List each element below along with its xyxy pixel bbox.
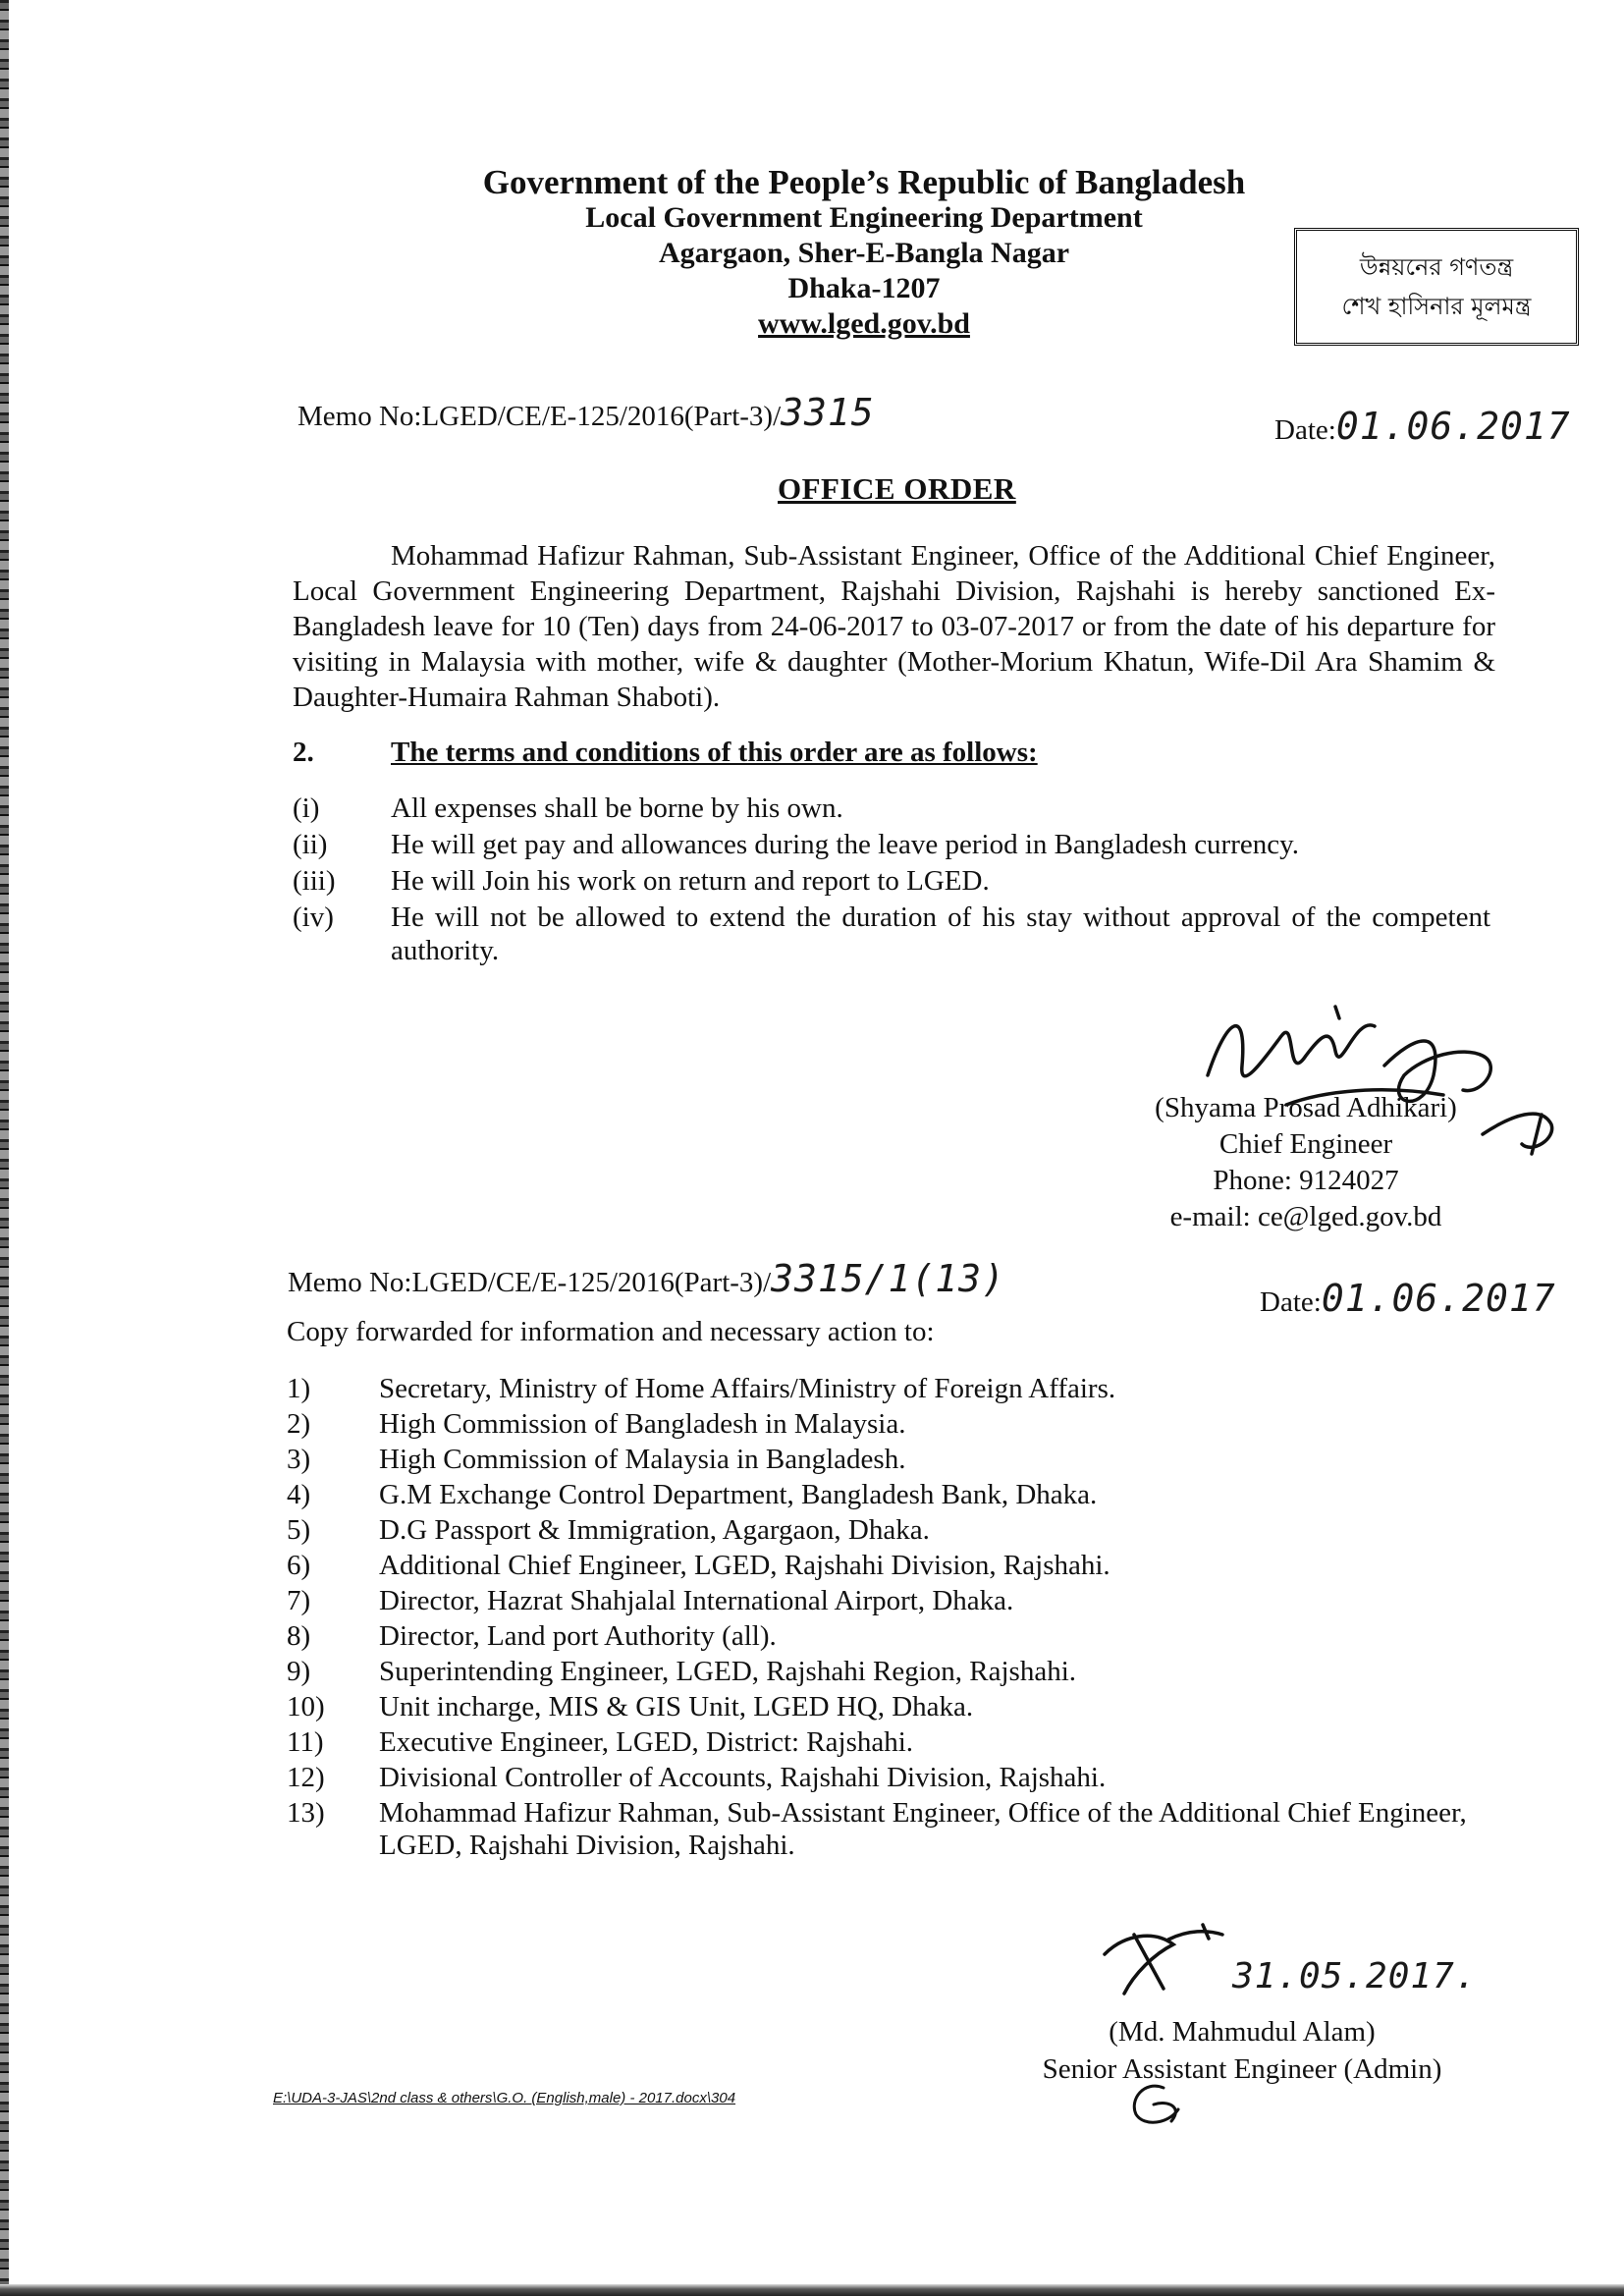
- senior-ae-block: [1011, 2013, 1473, 2088]
- copy-item-number: 6): [287, 1550, 311, 1581]
- copy-item-text: Director, Land port Authority (all).: [379, 1620, 777, 1652]
- order-title: OFFICE ORDER: [778, 471, 1016, 506]
- copy-item-number: 1): [287, 1373, 311, 1404]
- memo-number-line-2: [288, 1257, 1005, 1300]
- chief-engineer-block: [1110, 1090, 1502, 1235]
- copy-item-text: High Commission of Malaysia in Bangladesh.: [379, 1444, 906, 1475]
- copy-item-text: G.M Exchange Control Department, Bangladesh Bank, Dhaka.: [379, 1479, 1098, 1510]
- memo-handwritten-number: 3315: [781, 391, 875, 434]
- copy-item-number: 5): [287, 1514, 311, 1546]
- handwritten-date: 01.06.2017: [1335, 405, 1571, 448]
- copy-item-text: Unit incharge, MIS & GIS Unit, LGED HQ, Dhaka.: [379, 1691, 974, 1722]
- handwritten-date: 01.06.2017: [1321, 1277, 1556, 1320]
- copy-item-number: 10): [287, 1691, 325, 1722]
- copy-item-number: 12): [287, 1762, 325, 1793]
- motto-line-1: উন্নয়নের গণতন্ত্র: [1359, 253, 1514, 281]
- signatory2-name: (Md. Mahmudul Alam): [1109, 2016, 1376, 2048]
- signatory-title: Chief Engineer: [1218, 1128, 1393, 1160]
- copy-item-text: Director, Hazrat Shahjalal International Airport, Dhaka.: [379, 1585, 1014, 1616]
- term-text: All expenses shall be borne by his own.: [391, 793, 843, 824]
- copy-item-number: 4): [287, 1479, 311, 1510]
- memo-handwritten-number: 3315/1(13): [771, 1257, 1005, 1300]
- address-line: Agargaon, Sher-E-Bangla Nagar: [658, 237, 1070, 269]
- city-line: Dhaka-1207: [787, 272, 941, 304]
- signatory-email[interactable]: e-mail: ce@lged.gov.bd: [1169, 1201, 1442, 1232]
- date-label: Date:: [1274, 414, 1336, 446]
- handwritten-signature-date: 31.05.2017.: [1232, 1956, 1478, 1996]
- copy-item-number: 11): [287, 1726, 324, 1758]
- memo-number-line: [298, 391, 875, 434]
- copy-item-text: Executive Engineer, LGED, District: Rajshahi.: [379, 1726, 914, 1758]
- term-number: (ii): [293, 829, 328, 860]
- section-title: The terms and conditions of this order are as follows:: [391, 737, 1038, 768]
- signatory-name: (Shyama Prosad Adhikari): [1155, 1092, 1457, 1123]
- copy-item-text: Mohammad Hafizur Rahman, Sub-Assistant Engineer, Office of the Additional Chief Engineer, LGED, Rajshahi Division, Rajshahi.: [379, 1797, 1467, 1861]
- motto-box: [1294, 228, 1579, 346]
- senior-ae-signature: [1095, 1925, 1232, 2003]
- copy-item-text: D.G Passport & Immigration, Agargaon, Dhaka.: [379, 1514, 930, 1546]
- order-paragraph: Mohammad Hafizur Rahman, Sub-Assistant Engineer, Office of the Additional Chief Engineer, Local Government Engineering Department, Rajshahi Division, Rajshahi is hereby sanctioned Ex-Bangladesh leave for 10 (Ten) days from 24-06-2017 to 03-07-2017 or from the date of his departure for visiting in Malaysia with mother, wife & daughter (Mother-Morium Khatun, Wife-Dil Ara Shamim & Daughter-Humaira Rahman Shaboti).: [293, 540, 1495, 713]
- copy-item-text: Secretary, Ministry of Home Affairs/Ministry of Foreign Affairs.: [379, 1373, 1116, 1404]
- copy-item-number: 8): [287, 1620, 311, 1652]
- copy-item-text: Superintending Engineer, LGED, Rajshahi Region, Rajshahi.: [379, 1656, 1077, 1687]
- letterhead: [373, 165, 1355, 342]
- copy-item-number: 7): [287, 1585, 311, 1616]
- term-number: (iv): [293, 902, 334, 933]
- memo-date: [1274, 405, 1571, 448]
- term-number: (i): [293, 793, 320, 824]
- motto-line-2: শেখ হাসিনার মূলমন্ত্র: [1341, 293, 1532, 320]
- website-link[interactable]: www.lged.gov.bd: [758, 307, 970, 340]
- copy-item-text: High Commission of Bangladesh in Malaysia.: [379, 1408, 906, 1440]
- copy-item-text: Divisional Controller of Accounts, Rajshahi Division, Rajshahi.: [379, 1762, 1107, 1793]
- date-label: Date:: [1260, 1286, 1322, 1318]
- scan-edge-bottom: [0, 2284, 1624, 2296]
- copy-item-number: 13): [287, 1797, 325, 1829]
- signatory2-title: Senior Assistant Engineer (Admin): [1042, 2053, 1442, 2085]
- file-path-footer: E:\UDA-3-JAS\2nd class & others\G.O. (English,male) - 2017.docx\304: [273, 2090, 736, 2106]
- copy-intro: Copy forwarded for information and necessary action to:: [287, 1316, 935, 1347]
- term-text: He will not be allowed to extend the duration of his stay without approval of the competent authority.: [391, 902, 1490, 966]
- initials-mark: [1124, 2080, 1193, 2129]
- term-text: He will get pay and allowances during the leave period in Bangladesh currency.: [391, 829, 1299, 860]
- scan-edge-left: [0, 0, 9, 2296]
- government-name: Government of the People’s Republic of Bangladesh: [482, 163, 1246, 201]
- copy-item-number: 9): [287, 1656, 311, 1687]
- memo-date-2: [1260, 1277, 1556, 1320]
- copy-item-number: 3): [287, 1444, 311, 1475]
- copy-item-text: Additional Chief Engineer, LGED, Rajshahi Division, Rajshahi.: [379, 1550, 1110, 1581]
- memo-prefix: Memo No:LGED/CE/E-125/2016(Part-3)/: [298, 401, 782, 432]
- copy-item-number: 2): [287, 1408, 311, 1440]
- section-number: 2.: [293, 737, 314, 768]
- signatory-phone: Phone: 9124027: [1213, 1165, 1399, 1196]
- term-text: He will Join his work on return and report to LGED.: [391, 865, 990, 897]
- term-number: (iii): [293, 865, 336, 897]
- department-name: Local Government Engineering Department: [585, 201, 1143, 234]
- memo-prefix: Memo No:LGED/CE/E-125/2016(Part-3)/: [288, 1267, 772, 1298]
